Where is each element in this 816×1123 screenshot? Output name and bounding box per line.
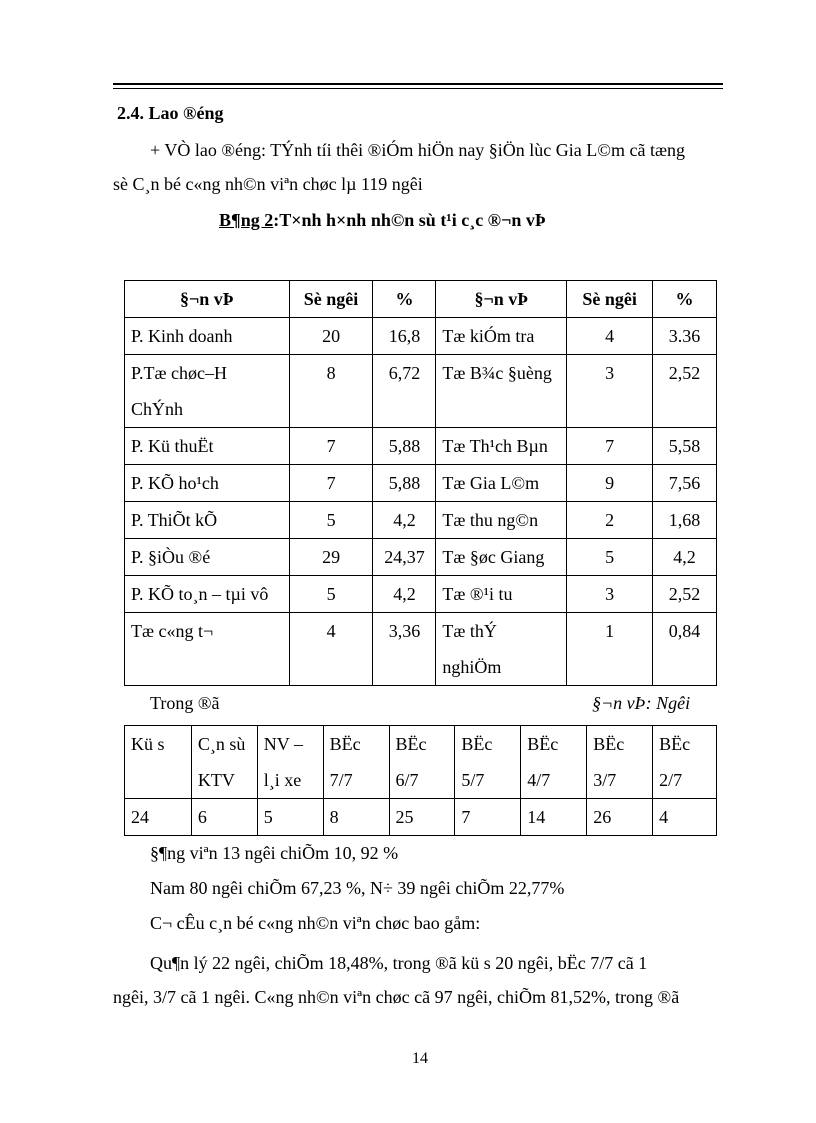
value-cell: 14: [521, 799, 587, 836]
header-cell: BËc 3/7: [587, 726, 653, 799]
table-caption-text: :T×nh h×nh nh©n sù t¹i c¸c ®¬n vÞ: [273, 210, 546, 230]
text-line: ngêi, 3/7 cã 1 ngêi. C«ng nh©n viªn chøc cã 97 ngêi, chiÕm 81,52%, trong ®ã: [113, 987, 680, 1007]
page-number: 14: [412, 1050, 428, 1067]
header-cell: BËc 7/7: [323, 726, 389, 799]
table-cell: 5,88: [373, 428, 436, 465]
table-cell: Tæ kiÓm tra: [436, 318, 567, 355]
table-cell: 8: [289, 355, 373, 428]
table-caption-label: B¶ng 2: [219, 210, 274, 230]
table-cell: P. KÕ ho¹ch: [125, 465, 290, 502]
table-cell: 6,72: [373, 355, 436, 428]
table-cell: 3,36: [373, 613, 436, 686]
table-cell: 3.36: [653, 318, 717, 355]
table-cell: 4,2: [373, 502, 436, 539]
table-cell: 2: [567, 502, 653, 539]
header-cell: §¬n vÞ: [125, 281, 290, 318]
table-cell: 7: [567, 428, 653, 465]
table-cell: P. ThiÕt kÕ: [125, 502, 290, 539]
header-rule-thick: [113, 83, 723, 85]
header-cell: C¸n sù KTV: [191, 726, 257, 799]
table-cell: 24,37: [373, 539, 436, 576]
staff-table: [124, 280, 717, 686]
text-line: C¬ cÊu c¸n bé c«ng nh©n viªn chøc bao gåm:: [150, 913, 481, 933]
header-cell: BËc 2/7: [653, 726, 717, 799]
table-cell: P. §iÒu ®é: [125, 539, 290, 576]
table-row: [125, 576, 717, 613]
table-cell: Tæ thu ng©n: [436, 502, 567, 539]
header-cell: BËc 5/7: [455, 726, 521, 799]
table-cell: 3: [567, 355, 653, 428]
table-cell: Tæ thÝ nghiÖm: [436, 613, 567, 686]
paragraph-line-1: + VÒ lao ®éng: TÝnh tíi thêi ®iÓm hiÖn nay §iÖn lùc Gia L©m cã tæng: [150, 140, 685, 160]
table-cell: 0,84: [653, 613, 717, 686]
table-cell: Tæ B¾c §uèng: [436, 355, 567, 428]
table-cell: 4,2: [373, 576, 436, 613]
header-cell: Sè ngêi: [289, 281, 373, 318]
table-cell: 5: [289, 502, 373, 539]
table-cell: 9: [567, 465, 653, 502]
value-cell: 6: [191, 799, 257, 836]
table-cell: 16,8: [373, 318, 436, 355]
text-line: §¶ng viªn 13 ngêi chiÕm 10, 92 %: [150, 843, 399, 863]
table-cell: 5: [567, 539, 653, 576]
table-cell: 5,88: [373, 465, 436, 502]
trong-do-label: Trong ®ã: [150, 693, 220, 713]
table-cell: P. Kinh doanh: [125, 318, 290, 355]
table-cell: 4: [289, 613, 373, 686]
table-cell: 29: [289, 539, 373, 576]
value-cell: 5: [257, 799, 323, 836]
header-cell: %: [653, 281, 717, 318]
table-row: [125, 355, 717, 428]
table-cell: Tæ §øc Giang: [436, 539, 567, 576]
table-cell: 20: [289, 318, 373, 355]
header-cell: §¬n vÞ: [436, 281, 567, 318]
value-cell: 4: [653, 799, 717, 836]
table-caption: [219, 210, 546, 231]
value-cell: 7: [455, 799, 521, 836]
header-rule-thin: [113, 88, 723, 89]
table-cell: 4,2: [653, 539, 717, 576]
table-cell: 1,68: [653, 502, 717, 539]
text-line: Nam 80 ngêi chiÕm 67,23 %, N÷ 39 ngêi chiÕm 22,77%: [150, 878, 565, 898]
header-cell: NV – l¸i xe: [257, 726, 323, 799]
table-cell: 2,52: [653, 576, 717, 613]
table-header-row: [125, 281, 717, 318]
table-cell: 3: [567, 576, 653, 613]
table-row: [125, 318, 717, 355]
qualification-table: [124, 725, 717, 836]
unit-note: §¬n vÞ: Ngêi: [592, 693, 691, 713]
value-cell: 24: [125, 799, 192, 836]
table-cell: Tæ Th¹ch Bµn: [436, 428, 567, 465]
header-cell: Kü s: [125, 726, 192, 799]
table-row: [125, 428, 717, 465]
table-cell: Tæ Gia L©m: [436, 465, 567, 502]
table-row: [125, 465, 717, 502]
table-cell: 7: [289, 465, 373, 502]
table-cell: Tæ c«ng t¬: [125, 613, 290, 686]
table-row: [125, 502, 717, 539]
value-cell: 26: [587, 799, 653, 836]
header-cell: %: [373, 281, 436, 318]
paragraph-line-2: sè C¸n bé c«ng nh©n viªn chøc lµ 119 ngêi: [113, 174, 423, 194]
table-cell: P. KÕ to¸n – tµi vô: [125, 576, 290, 613]
header-cell: Sè ngêi: [567, 281, 653, 318]
value-cell: 8: [323, 799, 389, 836]
table-cell: 5,58: [653, 428, 717, 465]
table-row: [125, 613, 717, 686]
table-cell: P. Kü thuËt: [125, 428, 290, 465]
section-heading: 2.4. Lao ®éng: [117, 103, 224, 123]
table-cell: 4: [567, 318, 653, 355]
header-cell: BËc 6/7: [389, 726, 455, 799]
table-cell: P.Tæ chøc–H ChÝnh: [125, 355, 290, 428]
table-row: [125, 799, 717, 836]
table-cell: 1: [567, 613, 653, 686]
table-cell: 7: [289, 428, 373, 465]
value-cell: 25: [389, 799, 455, 836]
text-line: Qu¶n lý 22 ngêi, chiÕm 18,48%, trong ®ã kü s 20 ngêi, bËc 7/7 cã 1: [150, 953, 648, 973]
table-cell: Tæ ®¹i tu: [436, 576, 567, 613]
table-header-row: [125, 726, 717, 799]
header-cell: BËc 4/7: [521, 726, 587, 799]
table-cell: 7,56: [653, 465, 717, 502]
table-row: [125, 539, 717, 576]
table-cell: 5: [289, 576, 373, 613]
table-cell: 2,52: [653, 355, 717, 428]
